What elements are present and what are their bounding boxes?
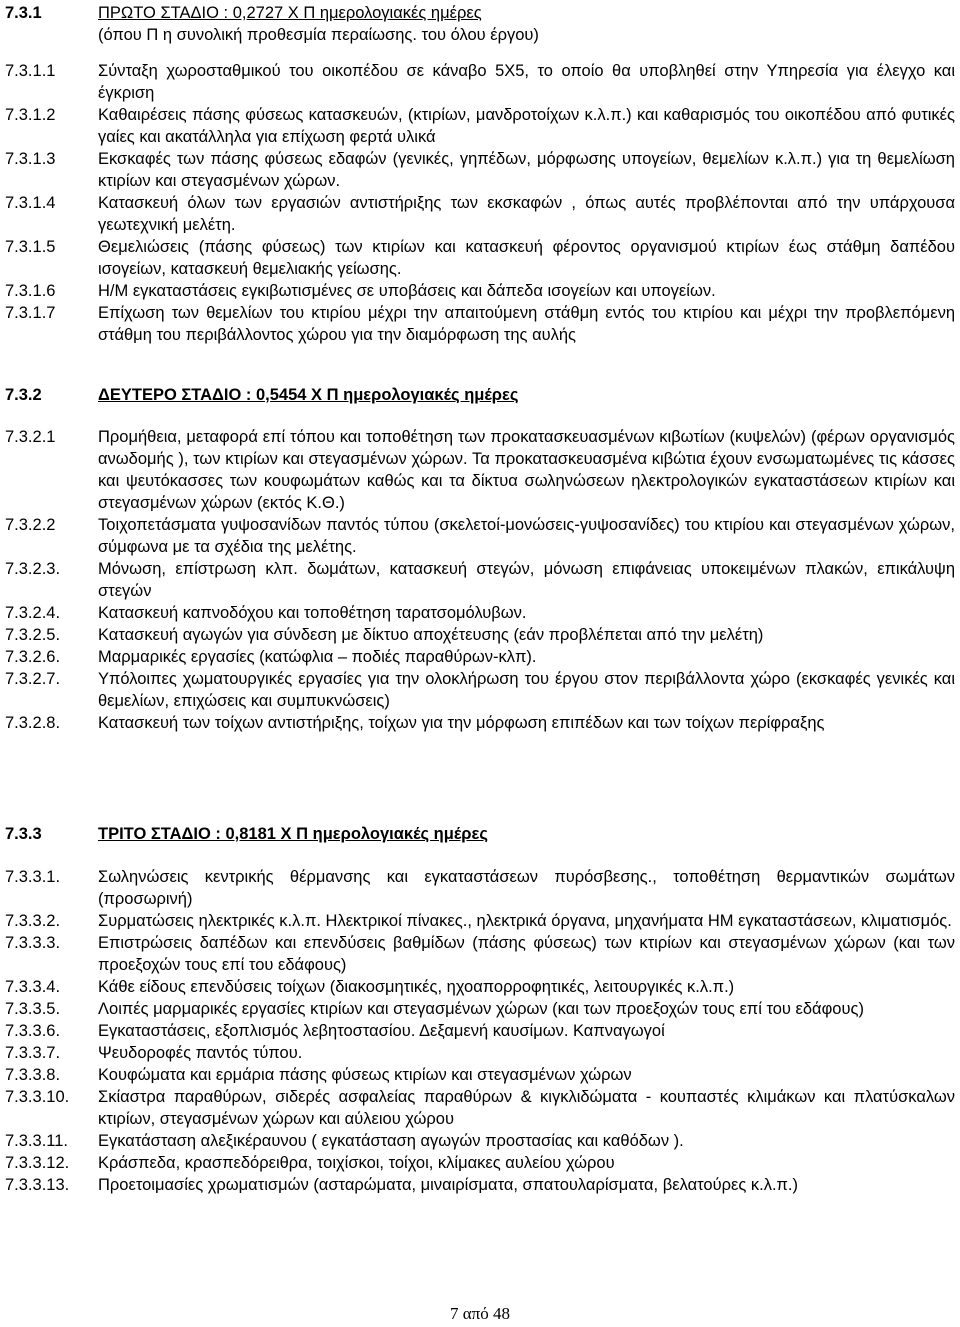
item-text: Μόνωση, επίστρωση κλπ. δωμάτων, κατασκευή στεγών, μόνωση επιφάνειας υποκειμένων πλακών, επικάλυψη στεγών [98,560,955,600]
item-text: Κατασκευή καπνοδόχου και τοποθέτηση ταρατσομόλυβων. [98,604,527,622]
item-list [0,60,960,346]
list-item [0,60,960,104]
stage-3-heading [0,823,960,845]
item-text: Κατασκευή αγωγών για σύνδεση με δίκτυο αποχέτευσης (εάν προβλέπεται από την μελέτη) [98,626,764,644]
stage-1-heading [0,2,960,46]
list-item [0,192,960,236]
item-number: 7.3.1.6 [5,282,56,300]
item-number: 7.3.3.7. [5,1044,61,1062]
item-text: Θεμελιώσεις (πάσης φύσεως) των κτιρίων και κατασκευή φέροντος οργανισμού κτιρίων έως στάθμη δαπέδου ισογείων, κατασκευή θεμελιακής γείωσης. [98,238,955,278]
item-number: 7.3.2.7. [5,670,61,688]
list-item [0,1086,960,1130]
list-item [0,646,960,668]
list-item [0,236,960,280]
item-number: 7.3.2.5. [5,626,61,644]
item-number: 7.3.2.6. [5,648,61,666]
item-text: Μαρμαρικές εργασίες (κατώφλια – ποδιές παραθύρων-κλπ). [98,648,537,666]
item-text: Σκίαστρα παραθύρων, σιδερές ασφαλείας παραθύρων & κιγκλιδώματα - κουπαστές κλιμάκων και πλατύσκαλων κτιρίων, στεγασμένων χώρων και αύλειου χώρου [98,1088,955,1128]
item-list [0,866,960,1196]
list-item [0,302,960,346]
stage-number: 7.3.3 [5,825,42,843]
item-text: Κάθε είδους επενδύσεις τοίχων (διακοσμητικές, ηχοαπορροφητικές, λειτουργικές κ.λ.π.) [98,978,735,996]
item-number: 7.3.1.1 [5,62,56,80]
item-number: 7.3.3.13. [5,1176,70,1194]
list-item [0,998,960,1020]
stage-title: ΤΡΙΤΟ ΣΤΑΔΙΟ : 0,8181 Χ Π ημερολογιακές ημέρες [98,825,488,843]
item-number: 7.3.3.8. [5,1066,61,1084]
item-number: 7.3.3.5. [5,1000,61,1018]
item-number: 7.3.1.5 [5,238,56,256]
item-text: Επίχωση των θεμελίων του κτιρίου μέχρι την απαιτούμενη στάθμη εντός του κτιρίου και μέχρι την προβλεπόμενη στάθμη του περιβάλλοντος χώρου για την διαμόρφωση της αυλής [98,304,955,344]
list-item [0,1064,960,1086]
item-number: 7.3.2.4. [5,604,61,622]
item-text: Συρματώσεις ηλεκτρικές κ.λ.π. Ηλεκτρικοί πίνακες., ηλεκτρικά όργανα, μηχανήματα ΗΜ εγκαταστάσεων, κλιματισμός. [98,912,952,930]
stage-2-heading [0,384,960,406]
item-text: Κουφώματα και ερμάρια πάσης φύσεως κτιρίων και στεγασμένων χώρων [98,1066,632,1084]
list-item [0,1152,960,1174]
item-text: Τοιχοπετάσματα γυψοσανίδων παντός τύπου (σκελετοί-μονώσεις-γυψοσανίδες) του κτιρίου και στεγασμένων χώρων, σύμφωνα με τα σχέδια της μελέτης. [98,516,955,556]
list-item [0,624,960,646]
item-number: 7.3.3.11. [5,1132,68,1150]
list-item [0,1174,960,1196]
item-number: 7.3.1.7 [5,304,56,322]
item-number: 7.3.3.1. [5,868,61,886]
item-text: Επιστρώσεις δαπέδων και επενδύσεις βαθμίδων (πάσης φύσεως) των κτιρίων και στεγασμένων χώρων (και των προεξοχών τους επί του εδάφους) [98,934,955,974]
item-text: Η/Μ εγκαταστάσεις εγκιβωτισμένες σε υποβάσεις και δάπεδα ισογείων και υπογείων. [98,282,716,300]
item-text: Υπόλοιπες χωματουργικές εργασίες για την ολοκλήρωση του έργου στον περιβάλλοντα χώρο (εκσκαφές γενικές και θεμελίων, επιχώσεις και συμπυκνώσεις) [98,670,955,710]
list-item [0,910,960,932]
list-item [0,602,960,624]
item-number: 7.3.2.3. [5,560,61,578]
list-item [0,280,960,302]
item-number: 7.3.3.10. [5,1088,70,1106]
item-text: Κατασκευή των τοίχων αντιστήριξης, τοίχων για την μόρφωση επιπέδων και των τοίχων περίφραξης [98,714,825,732]
item-text: Λοιπές μαρμαρικές εργασίες κτιρίων και στεγασμένων χώρων (και των προεξοχών τους επί του εδάφους) [98,1000,864,1018]
item-text: Ψευδοροφές παντός τύπου. [98,1044,303,1062]
item-number: 7.3.3.2. [5,912,61,930]
item-list [0,426,960,734]
list-item [0,866,960,910]
item-number: 7.3.2.8. [5,714,61,732]
list-item [0,558,960,602]
item-text: Εγκατάσταση αλεξικέραυνου ( εγκατάσταση αγωγών προστασίας και καθόδων ). [98,1132,684,1150]
item-text: Προετοιμασίες χρωματισμών (ασταρώματα, μιναιρίσματα, σπατουλαρίσματα, βελατούρες κ.λ.π.) [98,1176,799,1194]
item-number: 7.3.3.12. [5,1154,70,1172]
list-item [0,1130,960,1152]
item-text: Εγκαταστάσεις, εξοπλισμός λεβητοστασίου. Δεξαμενή καυσίμων. Καπναγωγοί [98,1022,665,1040]
item-number: 7.3.2.1 [5,428,56,446]
item-text: Κατασκευή όλων των εργασιών αντιστήριξης των εκσκαφών , όπως αυτές προβλέπονται από την υπάρχουσα γεωτεχνική μελέτη. [98,194,955,234]
item-number: 7.3.1.3 [5,150,56,168]
list-item [0,1042,960,1064]
stage-3-section [0,823,960,1194]
item-text: Προμήθεια, μεταφορά επί τόπου και τοποθέτηση των προκατασκευασμένων κιβωτίων (κυψελών) (φέρων οργανισμός ανωδομής ), των κτιρίων και στεγασμένων χώρων. Τα προκατασκευασμένα κιβώτια έχουν ενσωματωμένες τις κάσσες και ψευτόκασσες των κουφωμάτων καθώς και τα δίκτυα σωληνώσεων ηλεκτρολογικών εγκαταστάσεων κτιρίων και στεγασμένων χώρων (εκτός Κ.Θ.) [98,428,955,512]
list-item [0,1020,960,1042]
list-item [0,712,960,734]
stage-2-section [0,384,960,732]
item-text: Σύνταξη χωροσταθμικού του οικοπέδου σε κάναβο 5Χ5, το οποίο θα υποβληθεί στην Υπηρεσία για έλεγχο και έγκριση [98,62,955,102]
item-number: 7.3.3.6. [5,1022,61,1040]
list-item [0,104,960,148]
list-item [0,148,960,192]
stage-1-section [0,2,960,344]
page-number: 7 από 48 [450,1304,510,1323]
item-number: 7.3.2.2 [5,516,56,534]
item-text: Καθαιρέσεις πάσης φύσεως κατασκευών, (κτιρίων, μανδροτοίχων κ.λ.π.) και καθαρισμός του οικοπέδου από φυτικές γαίες και ακατάλληλα για επίχωση φερτά υλικά [98,106,955,146]
list-item [0,932,960,976]
item-text: Εκσκαφές των πάσης φύσεως εδαφών (γενικές, γηπέδων, μόρφωσης υπογείων, θεμελίων κ.λ.π.) για τη θεμελίωση κτιρίων και στεγασμένων χώρων. [98,150,955,190]
item-number: 7.3.1.2 [5,106,56,124]
stage-subtitle: (όπου Π η συνολική προθεσμία περαίωσης. του όλου έργου) [98,26,539,44]
item-text: Κράσπεδα, κρασπεδόρειθρα, τοιχίσκοι, τοίχοι, κλίμακες αυλείου χώρου [98,1154,615,1172]
stage-title: ΔΕΥΤΕΡΟ ΣΤΑΔΙΟ : 0,5454 Χ Π ημερολογιακές ημέρες [98,386,519,404]
item-number: 7.3.3.3. [5,934,61,952]
list-item [0,514,960,558]
stage-number: 7.3.1 [5,4,42,22]
list-item [0,976,960,998]
list-item [0,668,960,712]
item-number: 7.3.1.4 [5,194,56,212]
stage-number: 7.3.2 [5,386,42,404]
stage-title: ΠΡΩΤΟ ΣΤΑΔΙΟ : 0,2727 Χ Π ημερολογιακές ημέρες [98,4,482,22]
item-text: Σωληνώσεις κεντρικής θέρμανσης και εγκαταστάσεων πυρόσβεσης., τοποθέτηση θερμαντικών σωμάτων (προσωρινή) [98,868,955,908]
item-number: 7.3.3.4. [5,978,61,996]
list-item [0,426,960,514]
